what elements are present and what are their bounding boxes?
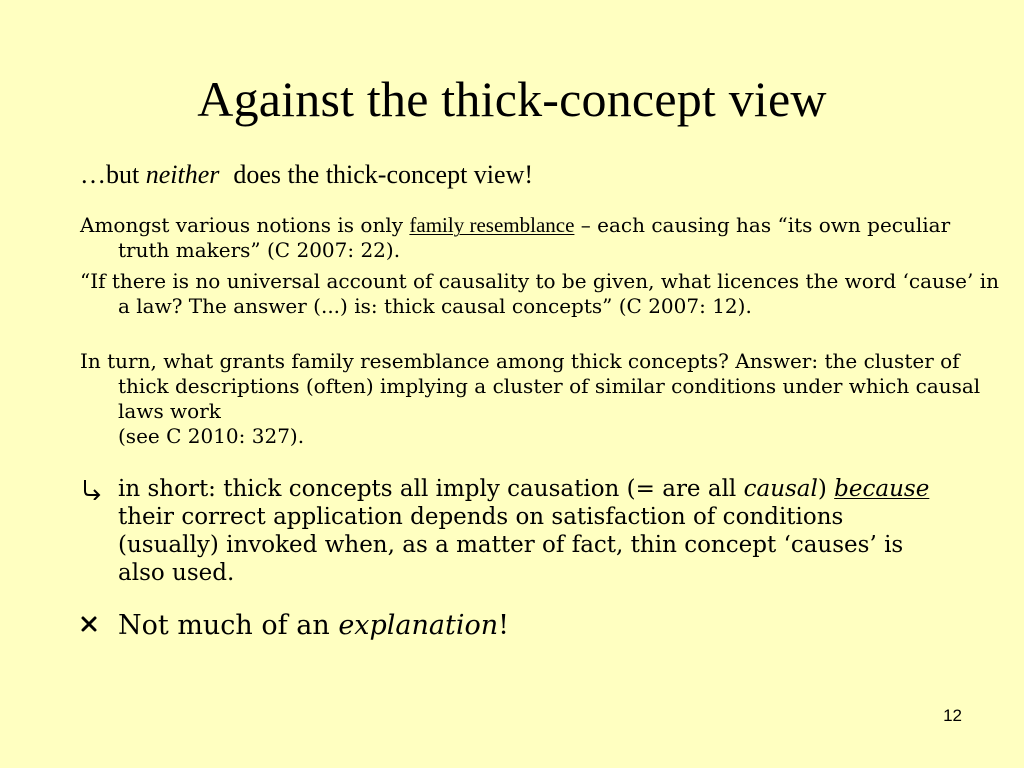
hook-arrow-icon — [80, 475, 110, 508]
paragraph-quote: “If there is no universal account of causality to be given, what licences the word ‘cause’ in a law? The answer (...) is: thick causal concepts” (C 2007: 12). — [80, 269, 999, 318]
bullet2-post: ! — [498, 610, 510, 641]
paragraph-family-resemblance — [80, 213, 1003, 263]
p1-post: – each causing has “its own peculiar truth makers” (C 2007: 22). — [118, 213, 951, 262]
p3-ref: (see C 2010: 327). — [118, 424, 305, 448]
subtitle-post: does the thick-concept view! — [233, 160, 533, 189]
bullet1-causal: causal — [743, 476, 818, 502]
subtitle-pre: …but — [80, 160, 140, 189]
cross-icon — [80, 609, 110, 644]
page-number: 12 — [943, 706, 962, 725]
bullet1-because: because — [834, 476, 930, 502]
bullet-explanation — [80, 609, 940, 643]
bullet1-mid: ) — [817, 476, 835, 502]
bullet2-pre: Not much of an — [118, 610, 339, 641]
bullet-in-short — [80, 475, 940, 587]
bullet2-explanation: explanation — [338, 610, 499, 641]
bullet1-post: their correct application depends on satisfaction of conditions (usually) invoked when, as a matter of fact, thin concept ‘causes’ is also used. — [118, 504, 904, 586]
p3-main: In turn, what grants family resemblance among thick concepts? Answer: the cluster of thick descriptions (often) implying a cluster of similar conditions under which causal laws work — [80, 349, 981, 423]
bullet-in-short-text — [80, 475, 940, 587]
bullet1-pre: in short: thick concepts all imply causation (= are all — [118, 476, 744, 502]
p1-term: family resemblance — [409, 213, 575, 237]
subtitle-emphasis: neither — [145, 160, 220, 189]
paragraph-in-turn — [80, 349, 1003, 449]
bullet-explanation-text — [80, 609, 940, 643]
slide-title: Against the thick-concept view — [197, 71, 827, 127]
slide-subtitle — [80, 156, 533, 194]
p1-pre: Amongst various notions is only — [80, 213, 410, 237]
